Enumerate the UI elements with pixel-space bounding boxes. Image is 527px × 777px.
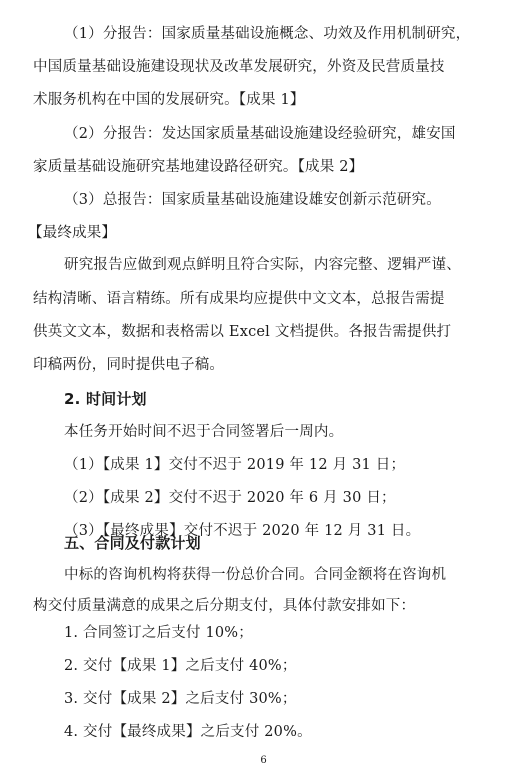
list-item: （3）【最终成果】交付不迟于 2020 年 12 月 31 日。 xyxy=(64,523,421,539)
page-number: 6 xyxy=(260,755,267,766)
paragraph-line: 家质量基础设施研究基地建设路径研究。【成果 2】 xyxy=(33,159,364,175)
paragraph-line: （2）分报告：发达国家质量基础设施建设经验研究，雄安国 xyxy=(64,126,456,142)
paragraph-line: 研究报告应做到观点鲜明且符合实际，内容完整、逻辑严谨、 xyxy=(64,257,461,273)
list-item: 1. 合同签订之后支付 10%； xyxy=(64,625,253,641)
paragraph-line: 中标的咨询机构将获得一份总价合同。合同金额将在咨询机 xyxy=(64,567,447,583)
paragraph-line: （3）总报告：国家质量基础设施建设雄安创新示范研究。 xyxy=(64,192,441,208)
paragraph-line: 供英文文本，数据和表格需以 Excel 文档提供。各报告需提供打 xyxy=(33,324,452,340)
paragraph-line: 中国质量基础设施建设现状及改革发展研究，外资及民营质量技 xyxy=(33,59,445,75)
paragraph-line: 印稿两份，同时提供电子稿。 xyxy=(33,357,225,373)
list-item: 4. 交付【最终成果】之后支付 20%。 xyxy=(64,724,312,740)
section-heading-time-plan: 2. 时间计划 xyxy=(64,390,147,408)
paragraph-line: 【最终成果】 xyxy=(28,225,117,241)
paragraph-line: 本任务开始时间不迟于合同签署后一周内。 xyxy=(64,424,344,440)
list-item: 2. 交付【成果 1】之后支付 40%； xyxy=(64,658,297,674)
list-item: （2）【成果 2】交付不迟于 2020 年 6 月 30 日； xyxy=(64,490,396,506)
paragraph-line: 结构清晰、语言精练。所有成果均应提供中文文本，总报告需提 xyxy=(33,291,445,307)
paragraph-line: 构交付质量满意的成果之后分期支付，具体付款安排如下： xyxy=(33,598,416,614)
paragraph-line: （1）分报告：国家质量基础设施概念、功效及作用机制研究， xyxy=(64,26,471,42)
section-heading-contract: 五、合同及付款计划 xyxy=(64,534,201,552)
paragraph-line: 术服务机构在中国的发展研究。【成果 1】 xyxy=(33,92,305,108)
list-item: （1）【成果 1】交付不迟于 2019 年 12 月 31 日； xyxy=(64,457,406,473)
list-item: 3. 交付【成果 2】之后支付 30%； xyxy=(64,691,297,707)
